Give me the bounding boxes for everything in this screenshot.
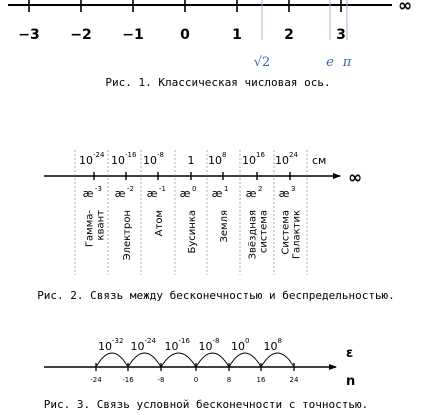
fig2-power-exp: -24 [93,151,105,159]
fig2-power-exp: 8 [222,151,227,159]
fig3-arc [196,353,229,367]
fig2-ae-symbol: æ [211,187,223,200]
fig2-object-labels [85,210,303,261]
fig2-power-base: 10 [242,154,256,167]
fig3-powers [98,337,282,353]
fig2-ae-exp: -1 [159,185,166,193]
fig3-power-base: 10 [98,340,112,353]
fig2-object-label: квант [95,210,107,241]
fig3-n-label: n [346,374,356,389]
fig3-arc [96,353,128,367]
fig1-tick-label: 2 [284,27,294,43]
fig3-power-base: 10 [164,340,179,353]
fig2-power-base: 10 [275,154,289,167]
fig2-powers [79,151,298,167]
fig1-tick-label: −1 [122,27,144,43]
fig1-marker-label: e [326,55,334,70]
fig3-power-base: 10 [198,340,213,353]
fig3-n-value: -16 [122,376,134,384]
fig1-ticks [18,0,346,43]
fig1-tick-label: −3 [18,27,40,43]
fig2-caption: Рис. 2. Связь между бесконечностью и беспредельностью. [37,289,395,302]
fig2-ae-exp: 1 [224,185,229,193]
fig3-power-base: 10 [130,340,145,353]
fig3-n-values [90,376,299,384]
fig3-caption: Рис. 3. Связь условной бесконечности с точностью. [43,398,369,411]
fig2-object-label: Бусинка [187,210,198,254]
fig1-marker-label: π [342,55,352,70]
fig2-object-label: Гамма- [84,210,96,248]
fig2-unit: см [312,154,327,167]
fig3-power-base: 10 [263,340,278,353]
fig3-arc [229,353,261,367]
fig3-n-value: 16 [256,376,266,384]
fig3-arc [261,353,294,367]
fig2-ae-labels [83,185,296,200]
fig1-tick-label: 1 [232,27,242,43]
fig2-object-label: Звёздная [247,210,259,260]
fig2-power-exp: -8 [157,151,164,159]
fig2-ae-symbol: æ [82,187,94,200]
fig3-n-value: -24 [90,376,102,384]
fig2-power-exp: 16 [256,151,265,159]
fig2-ae-exp: -2 [127,185,134,193]
fig2-power-base: 10 [79,154,93,167]
fig1-tick-label: −2 [70,27,92,43]
fig1-tick-label: 3 [336,27,346,43]
fig3-power-base: 10 [231,340,245,353]
figure-2-scale-diagram [37,150,395,302]
fig2-object-label: Земля [219,210,230,243]
fig3-epsilon: ε [346,346,354,361]
fig3-power-exp: -8 [212,337,220,345]
fig2-object-label: Атом [154,210,165,237]
fig2-infinity: ∞ [348,168,363,188]
figure-1-number-line [8,0,412,89]
fig2-power-base: 10 [208,154,222,167]
fig3-arc [128,353,161,367]
fig3-power-exp: 0 [245,337,250,345]
fig3-arcs [96,353,294,371]
fig1-marker-label: √2 [253,55,271,70]
fig2-power-exp: -16 [125,151,137,159]
fig3-power-exp: -32 [112,337,124,345]
fig2-object-label: Электрон [122,210,133,261]
fig2-ae-symbol: æ [114,187,126,200]
fig2-power-base: 10 [111,154,125,167]
fig3-arc [161,353,196,367]
fig2-ae-exp: -3 [95,185,102,193]
fig2-power-base: 1 [187,154,195,167]
fig2-power-exp: 24 [289,151,298,159]
fig2-object-label: Галактик [291,210,303,260]
fig2-power-base: 10 [143,154,157,167]
fig2-ae-exp: 0 [192,185,197,193]
fig1-caption: Рис. 1. Классическая числовая ось. [105,76,331,89]
fig2-ae-symbol: æ [146,187,158,200]
fig3-n-value: 8 [226,376,232,384]
fig2-ae-exp: 3 [291,185,296,193]
fig2-object-label: система [258,210,270,254]
fig1-infinity: ∞ [398,0,413,16]
fig2-ae-symbol: æ [179,187,191,200]
fig2-ae-symbol: æ [245,187,257,200]
figure-3-precision-diagram [44,337,369,411]
fig3-n-value: 0 [193,376,199,384]
fig2-object-label: Система [280,210,292,255]
fig3-power-exp: 8 [277,337,282,345]
fig2-ae-symbol: æ [278,187,290,200]
fig3-n-value: -8 [157,376,165,384]
fig3-power-exp: -16 [178,337,190,345]
fig1-tick-label: 0 [180,27,190,43]
fig3-power-exp: -24 [144,337,156,345]
fig3-n-value: 24 [289,376,299,384]
fig2-ae-exp: 2 [258,185,263,193]
